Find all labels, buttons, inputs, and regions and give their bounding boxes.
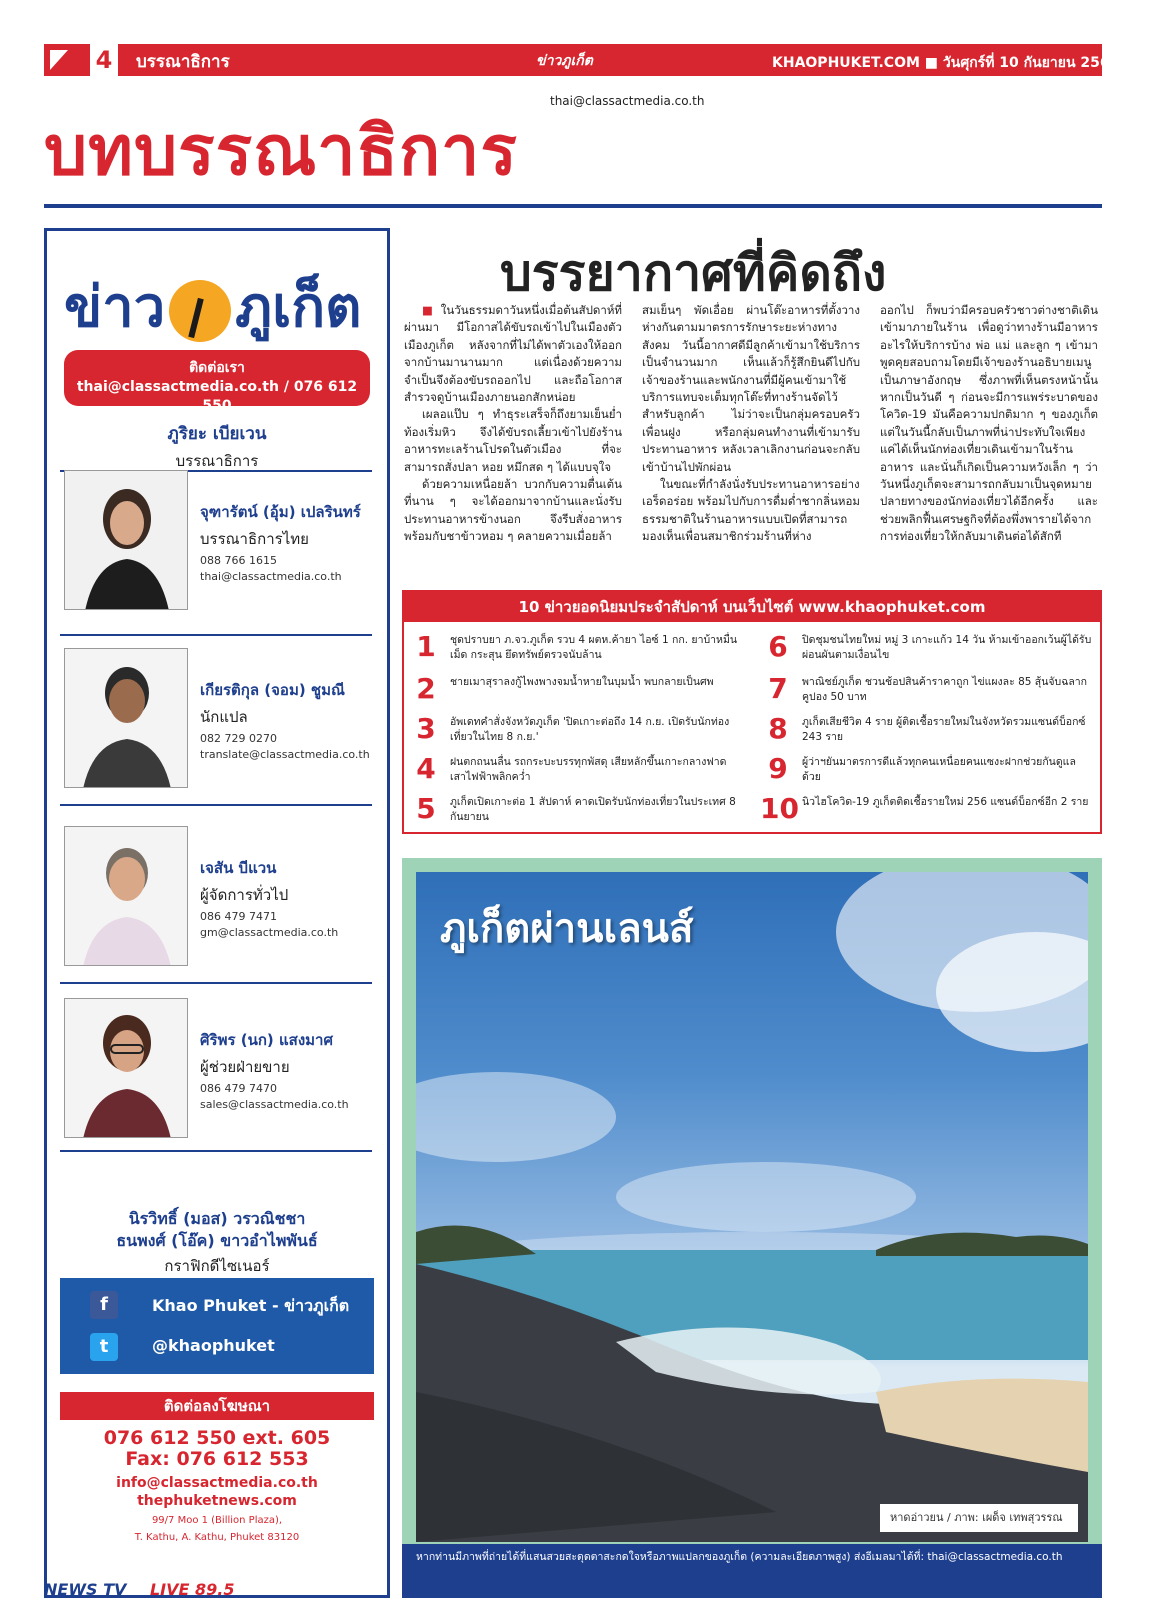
divider (60, 982, 372, 984)
top10-number: 1 (416, 630, 436, 663)
top10-text[interactable]: ผู้ว่าฯยันมาตรการดีแล้วทุกคนเหนื่อยคนแซงะฝากช่วยกันดูแลด้วย (802, 756, 1076, 783)
staff-card (64, 648, 370, 810)
paragraph: ออกไป ก็พบว่ามีครอบครัวชาวต่างชาติเดินเข้ามาภายในร้าน เพื่อดูว่าทางร้านมีอาหารอะไรให้บริการบ้าง พ่อ แม่ และลูก ๆ เข้ามาพูดคุยสอบถามโดยมีเจ้าของร้านอธิบายเมนูเป็นภาษาอังกฤษ ซึ่งภาพที่เห็นตรงหน้านั้นหากเป็นวันดี ๆ ก่อนจะมีการแพร่ระบาดของโควิด-19 มันคือความปกติมาก ๆ ของภูเก็ต แต่ในวันนี้กลับเป็นภาพที่น่าประทับใจเพียงแค่ได้เห็นนักท่องเที่ยวเดินเข้ามาในร้านอาหาร และนั่นก็เกิดเป็นความหวังเล็ก ๆ ว่าวันหนึ่งภูเก็ตจะสามารถกลับมาเป็นจุดหมายปลายทางของนักท่องเที่ยวได้อีกครั้ง และช่วยพลิกฟื้นเศรษฐกิจที่ต้องพึ่งพารายได้จากการท่องเที่ยวให้กลับมาเดินต่อได้สักที (880, 303, 1098, 544)
staff-phone: 088 766 1615 (200, 554, 277, 567)
designers-block (64, 1208, 370, 1278)
ad-phone: 076 612 550 ext. 605 (103, 1427, 331, 1449)
top10-item[interactable] (760, 672, 1098, 712)
top10-text[interactable]: ปิดชุมชนไทยใหม่ หมู่ 3 เกาะแก้ว 14 วัน ห้ามเข้าออกเว้นผู้ได้รับผ่อนผันตามเงื่อนไข (802, 634, 1092, 661)
top10-text[interactable]: พาณิชย์ภูเก็ต ชวนช้อปสินค้าราคาถูก ไข่แผงละ 85 สุ้นจับฉลากคูปอง 50 บาท (802, 676, 1088, 703)
paragraph: ในขณะที่กำลังนั่งรับประทานอาหารอย่างเอร็ดอร่อย พร้อมไปกับการดื่มด่ำชากลิ่นหอมธรรมชาติในร้านอาหารแบบเปิดที่สามารถมองเห็นเพื่อนสมาชิกร่วมร้านที่ห่าง (642, 477, 860, 544)
top10-number: 4 (416, 752, 436, 785)
twitter-icon: t (90, 1333, 118, 1361)
contact-label: ติดต่อเรา (189, 360, 245, 376)
sea-rocks (416, 872, 1088, 1542)
staff-name: เจสัน บีแวน (200, 859, 277, 877)
ad-email[interactable]: info@classactmedia.co.th (116, 1475, 318, 1491)
top10-text[interactable]: ฝนตกถนนลื่น รถกระบะบรรทุกพัสดุ เสียหลักขึ้นเกาะกลางฟาดเสาไฟฟ้าพลิกคว่ำ (450, 756, 727, 783)
designer-role: กราฟิกดีไซเนอร์ (164, 1257, 270, 1275)
top10-number: 7 (768, 672, 788, 705)
logo-text-right: ภูเก็ต (235, 275, 362, 340)
page-title: บทบรรณาธิการ (44, 112, 518, 191)
logo-text-left: ข่าว (64, 275, 166, 340)
staff-name: จุฑารัตน์ (อุ้ม) เปลรินทร์ (200, 503, 361, 521)
top10-item[interactable] (760, 712, 1098, 752)
title-rule (44, 204, 1102, 208)
top10-text[interactable]: นิวไฮโควิด-19 ภูเก็ตติดเชื้อรายใหม่ 256 แซนด์บ็อกซ์อีก 2 ราย (802, 796, 1089, 808)
staff-card (64, 826, 370, 988)
staff-photo (64, 826, 188, 966)
paragraph: เผลอแป๊บ ๆ ทำธุระเสร็จก็ถึงยามเย็นย่ำท้องเริ่มหิว จึงได้ขับรถเลี้ยวเข้าไปยังร้านอาหารทะเลร้านโปรดในตัวเมือง ที่จะสามารถสั่งปลา หอย หมึกสด ๆ ได้แบบจุใจ (404, 407, 622, 474)
top10-item[interactable] (408, 630, 746, 670)
khaophuket-logo (64, 262, 362, 351)
photo-caption: หากท่านมีภาพที่ถ่ายได้ที่แสนสวยสะดุดตาสะกดใจหรือภาพแปลกของภูเก็ต (ความละเอียดภาพสูง) ส่งอีเมลมาได้ที่: thai@classactmedia.co.th (402, 1544, 1102, 1598)
header-brand: ข่าวภูเก็ต (536, 53, 593, 69)
live-logo: LIVE 89.5 (149, 1580, 235, 1599)
header-site-date: KHAOPHUKET.COM ■ วันศุกร์ที่ 10 กันยายน 2564 (772, 55, 1120, 71)
ad-heading: ติดต่อลงโฆษณา (60, 1392, 374, 1420)
article-column (404, 302, 622, 564)
editor-role: บรรณาธิการ (175, 452, 259, 470)
top10-number: 9 (768, 752, 788, 785)
footer-logos (44, 1580, 234, 1599)
top10-text[interactable]: อัพเดทคำสั่งจังหวัดภูเก็ต 'ปิดเกาะต่อถึง 14 ก.ย. เปิดรับนักท่องเที่ยวในไทย 8 ก.ย.' (450, 716, 730, 743)
staff-photo (64, 470, 188, 610)
staff-email[interactable]: thai@classactmedia.co.th (200, 570, 342, 583)
staff-photo (64, 998, 188, 1138)
contact-line[interactable]: thai@classactmedia.co.th / 076 612 550 (76, 379, 358, 414)
paragraph: สมเย็นๆ พัดเอื่อย ผ่านโต๊ะอาหารที่ตั้งวางห่างกันตามมาตรการรักษาระยะห่างทางสังคม วันนี้อากาศดีมีลูกค้าเข้ามาใช้บริการเป็นจำนวนมาก เห็นแล้วก็รู้สึกยินดีไปกับเจ้าของร้านและพนักงานที่มีผู้คนเข้ามาใช้บริการแทบจะเต็มทุกโต๊ะที่ทางร้านจัดไว้สำหรับลูกค้า ไม่ว่าจะเป็นกลุ่มครอบครัว เพื่อนฝูง หรือกลุ่มคนทำงานที่เข้ามารับประทานอาหาร หลังเวลาเลิกงานก่อนจะกลับเข้าบ้านไปพักผ่อน (642, 303, 860, 474)
top10-heading: 10 ข่าวยอดนิยมประจำสัปดาห์ บนเว็บไซต์ www.khaophuket.com (404, 592, 1100, 622)
photo-credit: หาดอ่าวยน / ภาพ: เผด็จ เทพสุวรรณ (880, 1504, 1078, 1532)
article-column (880, 302, 1098, 564)
ad-address-line: T. Kathu, A. Kathu, Phuket 83120 (134, 1532, 300, 1543)
corner-mark (44, 44, 74, 76)
ad-site[interactable]: thephuketnews.com (137, 1493, 297, 1509)
staff-email[interactable]: translate@classactmedia.co.th (200, 748, 370, 761)
facebook-icon: f (90, 1291, 118, 1319)
staff-role: นักแปล (200, 708, 248, 726)
top10-box (402, 590, 1102, 834)
staff-role: ผู้ช่วยฝ่ายขาย (200, 1058, 290, 1076)
staff-name: ศิริพร (นก) แสงมาศ (200, 1031, 333, 1049)
twitter-row[interactable] (60, 1328, 374, 1368)
paragraph: ด้วยความเหนื่อยล้า บวกกับความตื่นเต้นที่นาน ๆ จะได้ออกมาจากบ้านและนั่งรับประทานอาหารข้างนอก จึงรีบสั่งอาหารพร้อมกับชาข้าวหอม ๆ คลายความเมื่อยล้า (404, 477, 622, 544)
social-box (60, 1278, 374, 1374)
title-email[interactable]: thai@classactmedia.co.th (550, 94, 705, 108)
staff-role: ผู้จัดการทั่วไป (200, 886, 289, 904)
divider (60, 634, 372, 636)
ad-fax: Fax: 076 612 553 (125, 1448, 309, 1470)
staff-phone: 086 479 7471 (200, 910, 277, 923)
designer-name: ธนพงศ์ (โอ๊ค) ขาวอำไพพันธ์ (116, 1231, 318, 1250)
top10-number: 2 (416, 672, 436, 705)
article-body (404, 302, 1098, 564)
top10-item[interactable] (408, 792, 746, 832)
ad-address (60, 1512, 374, 1546)
top10-item[interactable] (760, 792, 1098, 832)
palm-sun-icon (169, 280, 231, 342)
top10-text[interactable]: ภูเก็ตเสียชีวิต 4 ราย ผู้ติดเชื้อรายใหม่ในจังหวัดรวมแซนด์บ็อกซ์ 243 ราย (802, 716, 1086, 743)
page-number: 4 (90, 44, 118, 76)
staff-card (64, 998, 370, 1160)
editor-name: ภูริยะ เบียเวน (167, 424, 267, 444)
staff-card (64, 470, 370, 632)
top10-item[interactable] (408, 672, 746, 712)
ad-phones (60, 1428, 374, 1470)
contact-pill (64, 350, 370, 414)
top10-item[interactable] (760, 630, 1098, 670)
top10-text[interactable]: ชุดปราบยา ภ.จว.ภูเก็ต รวบ 4 ผตห.ค้ายา ไอซ์ 1 กก. ยาบ้าหมื่นเม็ด กระสุน ยึดทรัพย์ตรวจนับล้าน (450, 634, 738, 661)
beach-photo (416, 872, 1088, 1542)
top10-item[interactable] (760, 752, 1098, 792)
top10-number: 6 (768, 630, 788, 663)
top10-number: 10 (760, 792, 799, 825)
top10-item[interactable] (408, 752, 746, 792)
facebook-row[interactable] (60, 1286, 374, 1326)
paragraph-text: ในวันธรรมดาวันหนึ่งเมื่อต้นสัปดาห์ที่ผ่านมา มีโอกาสได้ขับรถเข้าไปในเมืองตัวเมืองภูเก็ต หลังจากที่ไม่ได้พาตัวเองให้ออกจากบ้านมานานมาก แต่เนื่องด้วยความจำเป็นจึงต้องขับรถออกไป และถือโอกาสสำรวจดูบ้านเมืองภายนอกสักหน่อย (404, 303, 622, 405)
staff-phone: 082 729 0270 (200, 732, 277, 745)
staff-name: เกียรติกุล (จอม) ชูมณี (200, 681, 345, 699)
designer-name: นิรวิทธิ์ (มอส) วรวณิชชา (128, 1209, 306, 1228)
staff-email[interactable]: gm@classactmedia.co.th (200, 926, 339, 939)
facebook-label[interactable]: Khao Phuket - ข่าวภูเก็ต (152, 1296, 350, 1315)
top10-item[interactable] (408, 712, 746, 752)
staff-photo (64, 648, 188, 788)
top10-number: 8 (768, 712, 788, 745)
staff-role: บรรณาธิการไทย (200, 530, 309, 548)
paragraph (404, 302, 622, 406)
ad-address-line: 99/7 Moo 1 (Billion Plaza), (151, 1515, 283, 1526)
divider (60, 1150, 372, 1152)
article-column (642, 302, 860, 564)
photo-title: ภูเก็ตผ่านเลนส์ (440, 906, 694, 952)
editor-block (64, 420, 370, 473)
staff-phone: 086 479 7470 (200, 1082, 277, 1095)
top10-number: 3 (416, 712, 436, 745)
staff-email[interactable]: sales@classactmedia.co.th (200, 1098, 349, 1111)
divider (60, 804, 372, 806)
top10-text[interactable]: ภูเก็ตเปิดเกาะต่อ 1 สัปดาห์ คาดเปิดรับนักท่องเที่ยวในประเทศ 8 กันยายน (450, 796, 736, 823)
section-label: บรรณาธิการ (136, 52, 230, 72)
twitter-label[interactable]: @khaophuket (152, 1336, 275, 1355)
article-headline: บรรยากาศที่คิดถึง (500, 244, 887, 302)
top10-number: 5 (416, 792, 436, 825)
newstv-logo: NEWS TV (44, 1580, 127, 1599)
ad-links (60, 1474, 374, 1510)
top10-text[interactable]: ชายเมาสุราลงกู้ไพงพางจมน้ำหายในบุมน้ำ พบกลายเป็นศพ (450, 676, 714, 688)
bullet-icon: ■ (422, 303, 441, 317)
